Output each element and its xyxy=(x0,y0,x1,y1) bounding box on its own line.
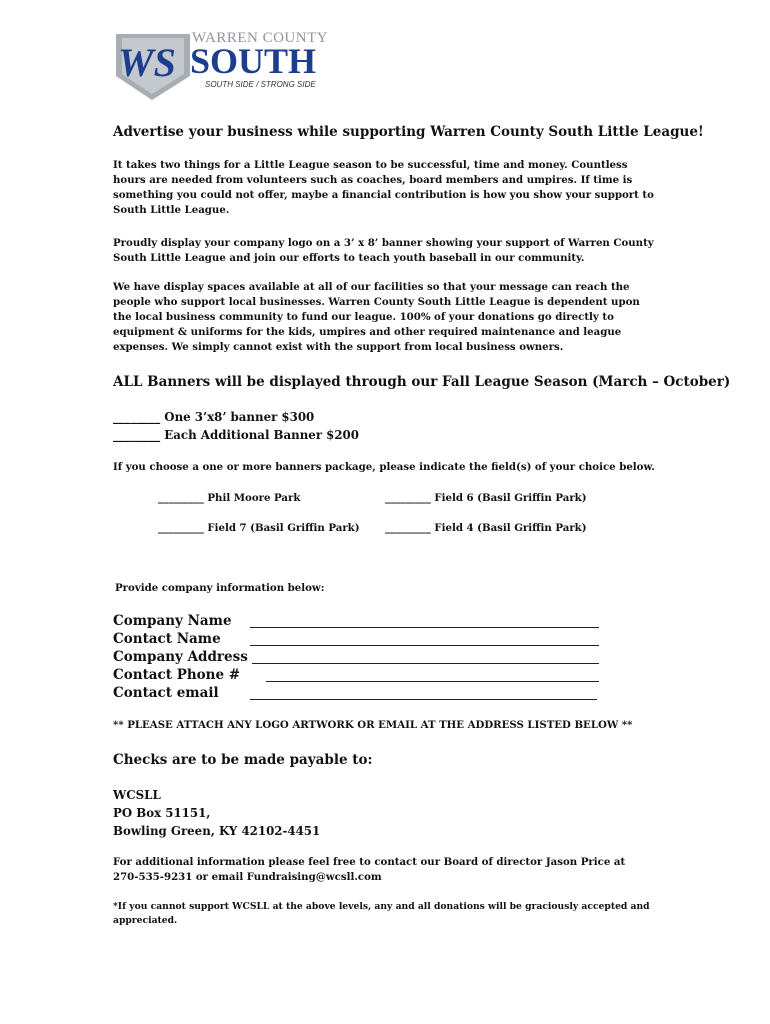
contact-email-input[interactable] xyxy=(250,699,597,700)
company-name-input[interactable] xyxy=(250,627,599,628)
fields-instruction: If you choose a one or more banners package, please indicate the field(s) of your choice below. xyxy=(113,461,655,473)
paragraph-intro: It takes two things for a Little League season to be successful, time and money. Countless hours are needed from volunteers such as coaches, board members and umpires. If time is something you could not offer, maybe a financial contribution is how you show your support to South Little League. xyxy=(113,159,654,216)
park-blank[interactable]: _________ xyxy=(158,522,204,534)
banner-option-one xyxy=(113,408,314,426)
logo-monogram: WS xyxy=(118,40,176,85)
logo-county-text: WARREN COUNTY xyxy=(192,30,329,46)
logo-south-text: SOUTH xyxy=(190,41,317,81)
banners-heading: ALL Banners will be displayed through our Fall League Season (March – October) xyxy=(113,374,731,390)
address-line-city: Bowling Green, KY 42102-4451 xyxy=(113,824,321,838)
park-option-phil-moore xyxy=(158,492,300,504)
field-label: Contact email xyxy=(113,685,219,701)
park-label: Field 6 (Basil Griffin Park) xyxy=(434,492,587,504)
contact-info-line-2: 270-535-9231 or email Fundraising@wcsll.com xyxy=(113,871,382,883)
footnote-line-2: appreciated. xyxy=(113,915,178,926)
checks-heading: Checks are to be made payable to: xyxy=(113,752,373,768)
field-label: Company Name xyxy=(113,613,232,629)
park-label: Field 7 (Basil Griffin Park) xyxy=(207,522,360,534)
park-blank[interactable]: _________ xyxy=(385,492,431,504)
field-label: Contact Name xyxy=(113,631,221,647)
park-blank[interactable]: _________ xyxy=(385,522,431,534)
field-contact-phone xyxy=(113,667,603,685)
field-company-name xyxy=(113,613,603,631)
paragraph-display-spaces: We have display spaces available at all of our facilities so that your message can reach the people who support local businesses. Warren County South Little League is dependent upon the local business community to fund our league. 100% of your donations go directly to equipment & uniforms for the kids, umpires and other required maintenance and league expenses. We simply cannot exist with the support from local business owners. xyxy=(113,281,640,353)
park-option-field-6 xyxy=(385,492,587,504)
park-label: Phil Moore Park xyxy=(207,492,301,504)
field-contact-name xyxy=(113,631,603,649)
attach-artwork-note: ** PLEASE ATTACH ANY LOGO ARTWORK OR EMAIL AT THE ADDRESS LISTED BELOW ** xyxy=(113,719,633,731)
page-heading: Advertise your business while supporting Warren County South Little League! xyxy=(113,124,704,140)
park-option-field-7 xyxy=(158,522,360,534)
field-label: Contact Phone # xyxy=(113,667,241,683)
park-label: Field 4 (Basil Griffin Park) xyxy=(434,522,587,534)
address-line-po-box: PO Box 51151, xyxy=(113,806,211,820)
field-company-address xyxy=(113,649,603,667)
banner-option-label: One 3’x8’ banner $300 xyxy=(164,410,315,424)
contact-phone-input[interactable] xyxy=(266,681,599,682)
contact-info-line-1: For additional information please feel free to contact our Board of director Jason Price at xyxy=(113,856,626,868)
field-contact-email xyxy=(113,685,603,703)
field-label: Company Address xyxy=(113,649,248,665)
logo-tagline: SOUTH SIDE / STRONG SIDE xyxy=(205,80,316,89)
warren-county-south-logo xyxy=(112,30,327,102)
banner-option-additional xyxy=(113,426,359,444)
banner-option-blank[interactable]: ________ xyxy=(113,410,161,424)
paragraph-banner: Proudly display your company logo on a 3’ x 8’ banner showing your support of Warren County South Little League and join our efforts to teach youth baseball in our community. xyxy=(113,237,654,264)
address-line-org: WCSLL xyxy=(113,788,161,802)
company-address-input[interactable] xyxy=(252,663,599,664)
contact-name-input[interactable] xyxy=(250,645,599,646)
banner-option-label: Each Additional Banner $200 xyxy=(164,428,359,442)
banner-option-blank[interactable]: ________ xyxy=(113,428,161,442)
park-option-field-4 xyxy=(385,522,587,534)
park-blank[interactable]: _________ xyxy=(158,492,204,504)
company-info-prompt: Provide company information below: xyxy=(115,582,325,594)
footnote-line-1: *If you cannot support WCSLL at the above levels, any and all donations will be graciously accepted and xyxy=(113,901,650,912)
